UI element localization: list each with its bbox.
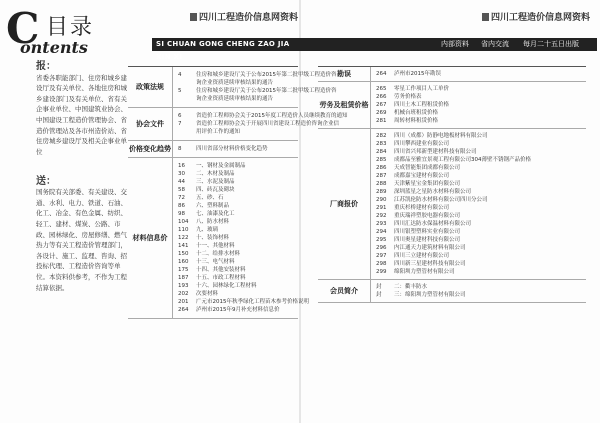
toc-entry[interactable] <box>178 210 296 218</box>
toc-page-number: 187 <box>178 275 189 281</box>
toc-page-number: 122 <box>178 235 189 241</box>
toc-entry-title: 绵阳圳力塑管材有限公司 <box>394 269 455 275</box>
toc-entry-title: 泸州市2015年9月补充材料信息价 <box>196 307 280 313</box>
toc-page-number: 298 <box>376 261 387 267</box>
issue-tag-1: 内部资料 <box>441 40 469 48</box>
toc-page-number: 287 <box>376 173 387 179</box>
brand-right: 四川工程造价信息网资料 <box>482 10 590 23</box>
page-spine <box>299 0 301 423</box>
toc-entry-title: 四川省兴邦新型建材科技有限公司 <box>394 149 477 155</box>
toc-page-number: 58 <box>178 187 185 193</box>
toc-entry-title: 四川新三星建材科技有限公司 <box>394 261 466 267</box>
toc-entry[interactable] <box>178 290 296 298</box>
toc-entry[interactable] <box>376 70 584 78</box>
toc-entry-title: 天津紫星宝金集团有限公司 <box>394 181 461 187</box>
toc-entry-title: 劳务价格表 <box>394 94 422 100</box>
toc-page-number: 98 <box>178 211 185 217</box>
toc-category: 勘误 <box>318 67 371 81</box>
toc-entry-title: 十二、给排水材料 <box>196 251 241 257</box>
toc-entry-title: 成都嘉宝建材有限公司 <box>394 173 450 179</box>
toc-entry[interactable] <box>376 260 584 268</box>
intro-heading-1: 报： <box>36 61 56 72</box>
toc-section <box>128 67 337 108</box>
toc-entry[interactable] <box>178 145 296 153</box>
toc-entry-title: 二、木材及制品 <box>196 171 235 177</box>
toc-entry-title: 省造价工程师协会关于2015年度工程造价人员继续教育的通知 <box>196 113 348 119</box>
issue-tag-2: 省内交流 <box>481 40 509 48</box>
toc-page-number: 7 <box>178 121 182 127</box>
toc-page-number: 141 <box>178 243 189 249</box>
toc-entry-title: 内江通天力建筑材料有限公司 <box>394 245 466 251</box>
toc-entry-title: 九、玻璃 <box>196 227 219 233</box>
toc-page-number: 110 <box>178 227 189 233</box>
toc-page-number: 193 <box>178 283 189 289</box>
toc-entry-title: 五、砂、石 <box>196 195 224 201</box>
toc-entry-title: 住房和城乡建设厅关于公布2015年第二批甲级工程造价咨 <box>196 72 337 78</box>
toc-entry-title: 十三、电气材料 <box>196 259 235 265</box>
toc-entry[interactable] <box>178 274 296 282</box>
toc-category: 厂商报价 <box>318 129 371 279</box>
toc-entry-title: 四川银塑塑料实业有限公司 <box>394 229 461 235</box>
toc-entry-title: 江苏凯伦防水材料有限公司四川分公司 <box>394 197 488 203</box>
toc-entry[interactable] <box>178 178 296 186</box>
toc-entry-title: 三、水泥及制品 <box>196 179 235 185</box>
toc-entry[interactable] <box>376 140 584 148</box>
toc-entry[interactable] <box>178 170 296 178</box>
toc-entry[interactable] <box>376 268 584 276</box>
toc-page-number: 291 <box>376 205 387 211</box>
toc-page-number: 286 <box>376 165 387 171</box>
toc-entry-title: 三：绵阳圳力塑管材有限公司 <box>394 292 466 298</box>
toc-entry[interactable] <box>178 266 296 274</box>
toc-category: 协会文件 <box>128 108 173 140</box>
toc-entry-title: 十六、园林绿化工程材料 <box>196 283 257 289</box>
toc-entry[interactable] <box>376 156 584 164</box>
toc-entry-title: 重庆瑞祥塑胶电器有限公司 <box>394 213 461 219</box>
toc-entry[interactable] <box>178 234 296 242</box>
toc-page-number: 封 <box>376 292 382 298</box>
logo-title: 目录 <box>46 15 95 40</box>
toc-entry-title: 四川（成都）防静电地板材料有限公司 <box>394 133 488 139</box>
toc-page-number: 6 <box>178 113 182 119</box>
toc-entry-title: 四、砖瓦及砌块 <box>196 187 235 193</box>
toc-entry[interactable] <box>376 220 584 228</box>
toc-entry[interactable] <box>376 101 584 109</box>
toc-page-number: 295 <box>376 237 387 243</box>
toc-entry-title: 四川攀西建业有限公司 <box>394 141 450 147</box>
toc-page-number: 201 <box>178 299 189 305</box>
issue-bar <box>301 38 597 51</box>
toc-section <box>128 141 298 158</box>
toc-page-number: 264 <box>376 71 387 77</box>
toc-entry[interactable] <box>376 85 584 93</box>
toc-entry-title: 询企业资质延续审核结果的通告 <box>196 96 274 102</box>
toc-entry[interactable] <box>376 228 584 236</box>
toc-entry[interactable] <box>376 196 584 204</box>
toc-page-number: 30 <box>178 171 185 177</box>
toc-entry[interactable] <box>376 93 584 101</box>
distribution-notes <box>36 62 128 377</box>
toc-entry[interactable] <box>376 244 584 252</box>
toc-page-number: 281 <box>376 118 387 124</box>
toc-entry-title: 一、钢材及金属制品 <box>196 163 246 169</box>
toc-entry-title: 询企业资质延续审核结果的通告 <box>196 80 274 86</box>
toc-category: 材料信息价 <box>128 158 173 318</box>
toc-entry-title: 泸州市2015年勘误 <box>394 71 441 77</box>
toc-entry[interactable] <box>178 282 296 290</box>
toc-page-number: 16 <box>178 163 185 169</box>
toc-page-number: 160 <box>178 259 189 265</box>
toc-page-number: 202 <box>178 291 189 297</box>
toc-entry[interactable] <box>376 132 584 140</box>
toc-entry-title: 四川奥星建材科技有限公司 <box>394 237 461 243</box>
toc-page-number: 150 <box>178 251 189 257</box>
toc-section <box>128 158 309 319</box>
toc-entry[interactable] <box>376 291 584 299</box>
toc-entry-title: 周转材料租赁价格 <box>394 118 439 124</box>
toc-entry-title: 十四、其他安装材料 <box>196 267 246 273</box>
toc-entry-title: 十一、其他材料 <box>196 243 235 249</box>
toc-entry-title: 广元市2015年秋季绿化工程苗木参考价格说明 <box>196 299 309 305</box>
toc-entry-title: 四川汇达防水保温材料有限公司 <box>394 221 472 227</box>
toc-page-number: 290 <box>376 197 387 203</box>
toc-page-number: 175 <box>178 267 189 273</box>
toc-entry[interactable] <box>376 212 584 220</box>
toc-entry-title: 四川省部分材料价格变化趋势 <box>196 146 268 152</box>
intro-text-1: 省委各职能部门、住房和城乡建设厅及有关单位、各地住房和城乡建设部门及有关单位、省有关企事业单位、中国建筑业协会、中国建设工程造价管理协会、省造价管理站及各市州造价站、省住房城乡建设厅及相关企事业单位 <box>36 73 127 156</box>
toc-entry[interactable] <box>178 306 296 314</box>
brand-mark-icon <box>482 13 489 21</box>
toc-entry-title: 天成智能集团成都有限公司 <box>394 165 461 171</box>
toc-category: 价格变化趋势 <box>128 141 173 157</box>
toc-entry[interactable] <box>178 242 296 250</box>
toc-entry-title: 十、装饰材料 <box>196 235 230 241</box>
toc-entry[interactable] <box>178 218 296 226</box>
toc-section <box>318 82 586 129</box>
intro-text-2: 国务院有关部委、有关建设、交通、水利、电力、铁道、石油、化工、冶金、有色金属、纺织、轻工、建材、煤炭、公路、市政、园林绿化、房屋修缮、燃气热力等有关工程造价管理部门，各设计、施工、监理、咨询、招投标代理、工程造价咨询等单位。本资料供参考，不作为工程结算依据。 <box>36 188 127 292</box>
toc-page-number: 267 <box>376 102 387 108</box>
pinyin-bar: SI CHUAN GONG CHENG ZAO JIA XIN XI <box>152 38 303 51</box>
toc-entry-title: 六、塑料制品 <box>196 203 230 209</box>
toc-page-number: 265 <box>376 86 387 92</box>
toc-page-number: 8 <box>178 146 182 152</box>
toc-entry-title: 用评价工作的通知 <box>196 129 241 135</box>
toc-entry[interactable] <box>178 194 296 202</box>
issue-tag-3: 每月二十五日出版 <box>523 40 579 48</box>
toc-entry[interactable] <box>376 204 584 212</box>
toc-page-number: 封 <box>376 284 382 290</box>
toc-section <box>318 129 586 280</box>
toc-page-number: 5 <box>178 88 182 94</box>
toc-entry[interactable] <box>178 250 296 258</box>
toc-entry[interactable] <box>376 236 584 244</box>
toc-page-number: 282 <box>376 133 387 139</box>
toc-category: 会员简介 <box>318 280 371 302</box>
toc-page-number: 283 <box>376 141 387 147</box>
brand-mark-icon <box>190 13 197 21</box>
toc-right <box>318 66 586 303</box>
toc-entry[interactable] <box>376 252 584 260</box>
toc-entry-title: 成都品至雅宜景观工程有限公司304薄壁不锈钢产品价格 <box>394 157 531 163</box>
toc-entry-title: 省造价工程师协会关于开展四川省建设工程造价咨询企业信 <box>196 121 340 127</box>
contents-logo <box>6 4 156 60</box>
brand-left: 四川工程造价信息网资料 <box>190 10 298 23</box>
toc-entry[interactable] <box>178 298 309 306</box>
toc-entry[interactable] <box>376 188 584 196</box>
toc-entry[interactable] <box>376 180 584 188</box>
toc-entry-title: 四川三立建材有限公司 <box>394 253 450 259</box>
toc-page-number: 299 <box>376 269 387 275</box>
toc-page-number: 292 <box>376 213 387 219</box>
intro-heading-2: 送： <box>36 175 56 187</box>
toc-entry[interactable] <box>178 162 296 170</box>
toc-page-number: 294 <box>376 229 387 235</box>
toc-page-number: 297 <box>376 253 387 259</box>
toc-entry-title: 深圳蓝星之星防水材料有限公司 <box>394 189 472 195</box>
toc-entry[interactable] <box>178 87 337 95</box>
toc-entry[interactable] <box>178 112 348 120</box>
toc-section <box>318 67 586 82</box>
toc-section <box>318 280 586 303</box>
toc-page-number: 264 <box>178 307 189 313</box>
toc-entry-title: 机械台班租赁价格 <box>394 110 439 116</box>
toc-entry[interactable] <box>376 109 584 117</box>
toc-page-number: 4 <box>178 72 182 78</box>
toc-entry-title: 住房和城乡建设厅关于公布2015年第二批甲级工程造价咨 <box>196 88 337 94</box>
toc-entry-title: 二：衢丰防水 <box>394 284 428 290</box>
toc-entry[interactable] <box>178 258 296 266</box>
toc-entry[interactable] <box>376 164 584 172</box>
toc-entry-title: 次要材料 <box>196 291 219 297</box>
toc-entry[interactable] <box>178 95 296 103</box>
toc-entry[interactable] <box>178 128 296 136</box>
toc-page-number: 288 <box>376 181 387 187</box>
toc-category: 政策法规 <box>128 67 173 107</box>
toc-entry-title: 十五、市政工程材料 <box>196 275 246 281</box>
toc-entry[interactable] <box>376 117 584 125</box>
toc-entry[interactable] <box>178 202 296 210</box>
toc-entry[interactable] <box>178 79 296 87</box>
toc-entry[interactable] <box>178 120 340 128</box>
toc-page-number: 86 <box>178 203 185 209</box>
toc-page-number: 266 <box>376 94 387 100</box>
toc-entry[interactable] <box>178 71 337 79</box>
toc-page-number: 269 <box>376 110 387 116</box>
toc-entry-title: 重庆杉桥建材有限公司 <box>394 205 450 211</box>
toc-entry[interactable] <box>376 172 584 180</box>
toc-category: 劳务及租赁价格 <box>318 82 371 128</box>
toc-entry-title: 零星工作项目人工单价 <box>394 86 450 92</box>
toc-page-number: 296 <box>376 245 387 251</box>
toc-page-number: 284 <box>376 149 387 155</box>
toc-entry[interactable] <box>178 226 296 234</box>
logo-subtitle: ontents <box>20 38 88 57</box>
toc-page-number: 285 <box>376 157 387 163</box>
toc-entry[interactable] <box>376 148 584 156</box>
toc-page-number: 104 <box>178 219 189 225</box>
toc-section <box>128 108 348 141</box>
toc-page-number: 72 <box>178 195 185 201</box>
toc-entry-title: 四川土木工程租赁价格 <box>394 102 450 108</box>
toc-page-number: 293 <box>376 221 387 227</box>
toc-entry-title: 七、油漆及化工 <box>196 211 235 217</box>
toc-entry[interactable] <box>178 186 296 194</box>
toc-entry-title: 八、防水材料 <box>196 219 230 225</box>
toc-page-number: 289 <box>376 189 387 195</box>
logo-letter: C <box>6 4 40 53</box>
toc-entry[interactable] <box>376 283 584 291</box>
toc-page-number: 44 <box>178 179 185 185</box>
